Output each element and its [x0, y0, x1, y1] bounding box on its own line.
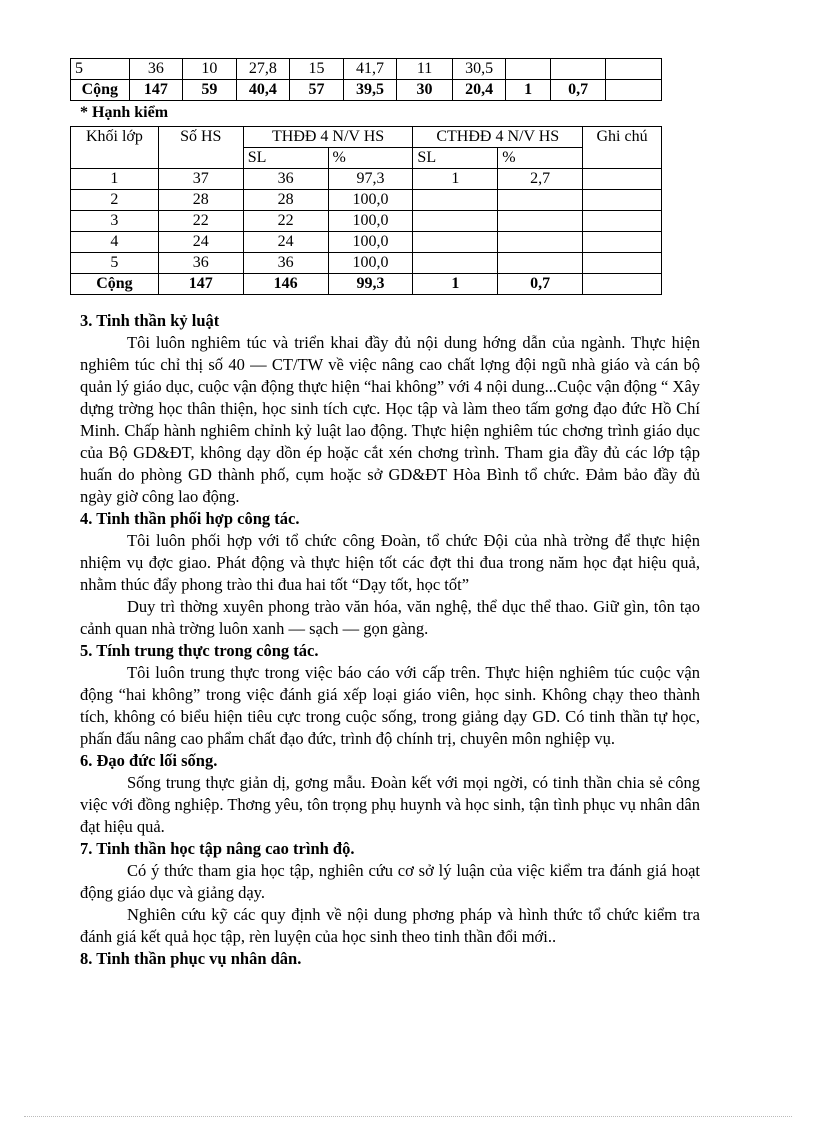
top-cell: 11 — [397, 59, 453, 80]
top-cell: 27,8 — [236, 59, 290, 80]
header-grade: Khối lớp — [71, 127, 159, 169]
conduct-cell: 100,0 — [328, 211, 413, 232]
conduct-cell — [413, 232, 498, 253]
conduct-cell — [413, 190, 498, 211]
report-body — [80, 310, 700, 970]
conduct-cell: 24 — [158, 232, 243, 253]
conduct-cell: 36 — [243, 169, 328, 190]
conduct-row — [71, 253, 662, 274]
section-paragraph: Tôi luôn trung thực trong việc báo cáo với cấp trên. Thực hiện nghiêm túc cuộc vận động “hai không” trong việc đánh giá xếp loại giáo viên, học sinh. Không chạy theo thành tích, không có biểu hiện tiêu cực trong cuộc sống, trong giảng dạy GD. Có tinh thần tự học, phấn đấu nâng cao phẩm chất đạo đức, trình độ chính trị, chuyên môn nghiệp vụ. — [80, 663, 700, 748]
top-cell: 39,5 — [343, 80, 397, 101]
conduct-cell — [498, 190, 583, 211]
section-paragraph: Duy trì thờng xuyên phong trào văn hóa, văn nghệ, thể dục thể thao. Giữ gìn, tôn tạo cảnh quan nhà trờng luôn xanh — sạch — gọn gàng. — [80, 597, 700, 638]
section-paragraph: Tôi luôn nghiêm túc và triển khai đầy đủ nội dung hớng dẫn của ngành. Thực hiện nghiêm túc chỉ thị số 40 — CT/TW về việc nâng cao chất lợng đội ngũ nhà giáo và cán bộ quản lý giáo dục, cuộc vận động thực hiện “hai không” với 4 nội dung...Cuộc vận động “ Xây dựng trờng học thân thiện, học sinh tích cực. Học tập và làm theo tấm gơng đạo đức Hồ Chí Minh. Chấp hành nghiêm chỉnh kỷ luật lao động. Thực hiện nghiêm túc chơng trình giáo dục của Bộ GD&ĐT, không dạy dồn ép hoặc cắt xén chơng trình. Tham gia đầy đủ các lớp tập huấn do phòng GD thành phố, cụm hoặc sở GD&ĐT Hòa Bình tổ chức. Đảm bảo đầy đủ ngày giờ công lao động. — [80, 333, 700, 506]
top-cell: 0,7 — [550, 80, 606, 101]
academic-results-table — [70, 58, 662, 101]
section-paragraph: Tôi luôn phối hợp với tổ chức công Đoàn, tổ chức Đội của nhà trờng để thực hiện nhiệm vụ đợc giao. Phát động và thực hiện tốt các đợt thi đua trong năm học đạt hiệu quả, nhằm thúc đẩy phong trào thi đua hai tốt “Dạy tốt, học tốt” — [80, 531, 700, 594]
top-cell: Cộng — [71, 80, 130, 101]
conduct-cell: 22 — [243, 211, 328, 232]
conduct-heading: * Hạnh kiểm — [80, 104, 169, 121]
conduct-cell: 1 — [413, 274, 498, 295]
top-cell — [606, 80, 662, 101]
header-group-b: CTHĐĐ 4 N/V HS — [413, 127, 583, 148]
conduct-cell: Cộng — [71, 274, 159, 295]
conduct-cell: 4 — [71, 232, 159, 253]
top-cell: 5 — [71, 59, 130, 80]
conduct-cell — [583, 232, 662, 253]
section-paragraph: Nghiên cứu kỹ các quy định về nội dung phơng pháp và hình thức tổ chức kiểm tra đánh giá kết quả học tập, rèn luyện của học sinh theo tinh thần đổi mới.. — [80, 905, 700, 946]
section-heading: 4. Tinh thần phối hợp công tác. — [80, 509, 300, 528]
header-note: Ghi chú — [583, 127, 662, 169]
conduct-row — [71, 211, 662, 232]
section-heading: 6. Đạo đức lối sống. — [80, 751, 218, 770]
section-heading: 5. Tính trung thực trong công tác. — [80, 641, 319, 660]
conduct-cell — [583, 169, 662, 190]
conduct-cell: 3 — [71, 211, 159, 232]
top-cell — [550, 59, 606, 80]
conduct-row — [71, 169, 662, 190]
top-cell: 15 — [290, 59, 344, 80]
section-paragraph: Có ý thức tham gia học tập, nghiên cứu cơ sở lý luận của việc kiểm tra đánh giá hoạt động giáo dục và giảng dạy. — [80, 861, 700, 902]
header-students: Số HS — [158, 127, 243, 169]
header-b-pct: % — [498, 148, 583, 169]
conduct-cell: 100,0 — [328, 232, 413, 253]
conduct-cell: 2,7 — [498, 169, 583, 190]
conduct-cell — [498, 211, 583, 232]
conduct-cell: 100,0 — [328, 253, 413, 274]
top-row — [71, 59, 662, 80]
conduct-cell: 1 — [71, 169, 159, 190]
conduct-cell: 97,3 — [328, 169, 413, 190]
section-heading: 8. Tinh thần phục vụ nhân dân. — [80, 949, 302, 968]
conduct-cell: 5 — [71, 253, 159, 274]
conduct-cell: 22 — [158, 211, 243, 232]
top-cell: 1 — [506, 80, 550, 101]
top-cell: 147 — [129, 80, 183, 101]
top-cell: 41,7 — [343, 59, 397, 80]
header-a-sl: SL — [243, 148, 328, 169]
conduct-cell: 100,0 — [328, 190, 413, 211]
conduct-row — [71, 274, 662, 295]
conduct-row — [71, 232, 662, 253]
top-cell: 30 — [397, 80, 453, 101]
conduct-cell — [583, 253, 662, 274]
top-cell — [606, 59, 662, 80]
top-cell: 10 — [183, 59, 237, 80]
conduct-cell — [413, 211, 498, 232]
conduct-cell: 2 — [71, 190, 159, 211]
section-heading: 7. Tinh thần học tập nâng cao trình độ. — [80, 839, 355, 858]
header-group-a: THĐĐ 4 N/V HS — [243, 127, 413, 148]
conduct-cell — [413, 253, 498, 274]
top-cell: 20,4 — [452, 80, 506, 101]
conduct-cell — [583, 190, 662, 211]
conduct-body — [71, 169, 662, 295]
page-divider — [24, 1116, 792, 1117]
conduct-cell — [498, 253, 583, 274]
conduct-cell: 146 — [243, 274, 328, 295]
conduct-cell: 0,7 — [498, 274, 583, 295]
top-row — [71, 80, 662, 101]
conduct-header-row — [71, 127, 662, 148]
conduct-cell: 37 — [158, 169, 243, 190]
conduct-row — [71, 190, 662, 211]
conduct-cell — [583, 274, 662, 295]
conduct-cell — [498, 232, 583, 253]
conduct-cell: 36 — [243, 253, 328, 274]
conduct-cell: 99,3 — [328, 274, 413, 295]
top-cell: 40,4 — [236, 80, 290, 101]
header-b-sl: SL — [413, 148, 498, 169]
top-cell — [506, 59, 550, 80]
top-cell: 36 — [129, 59, 183, 80]
conduct-cell: 28 — [158, 190, 243, 211]
conduct-cell: 24 — [243, 232, 328, 253]
conduct-cell — [583, 211, 662, 232]
section-paragraph: Sống trung thực giản dị, gơng mẫu. Đoàn kết với mọi ngời, có tinh thần chia sẻ công việc với đồng nghiệp. Thơng yêu, tôn trọng phụ huynh và học sinh, tận tình phục vụ nhân dân đạt hiệu quả. — [80, 773, 700, 836]
conduct-table — [70, 126, 662, 295]
academic-results-body — [71, 59, 662, 101]
header-a-pct: % — [328, 148, 413, 169]
top-cell: 59 — [183, 80, 237, 101]
section-heading: 3. Tinh thần kỷ luật — [80, 311, 220, 330]
conduct-cell: 28 — [243, 190, 328, 211]
conduct-cell: 1 — [413, 169, 498, 190]
conduct-cell: 36 — [158, 253, 243, 274]
top-cell: 30,5 — [452, 59, 506, 80]
top-cell: 57 — [290, 80, 344, 101]
conduct-cell: 147 — [158, 274, 243, 295]
